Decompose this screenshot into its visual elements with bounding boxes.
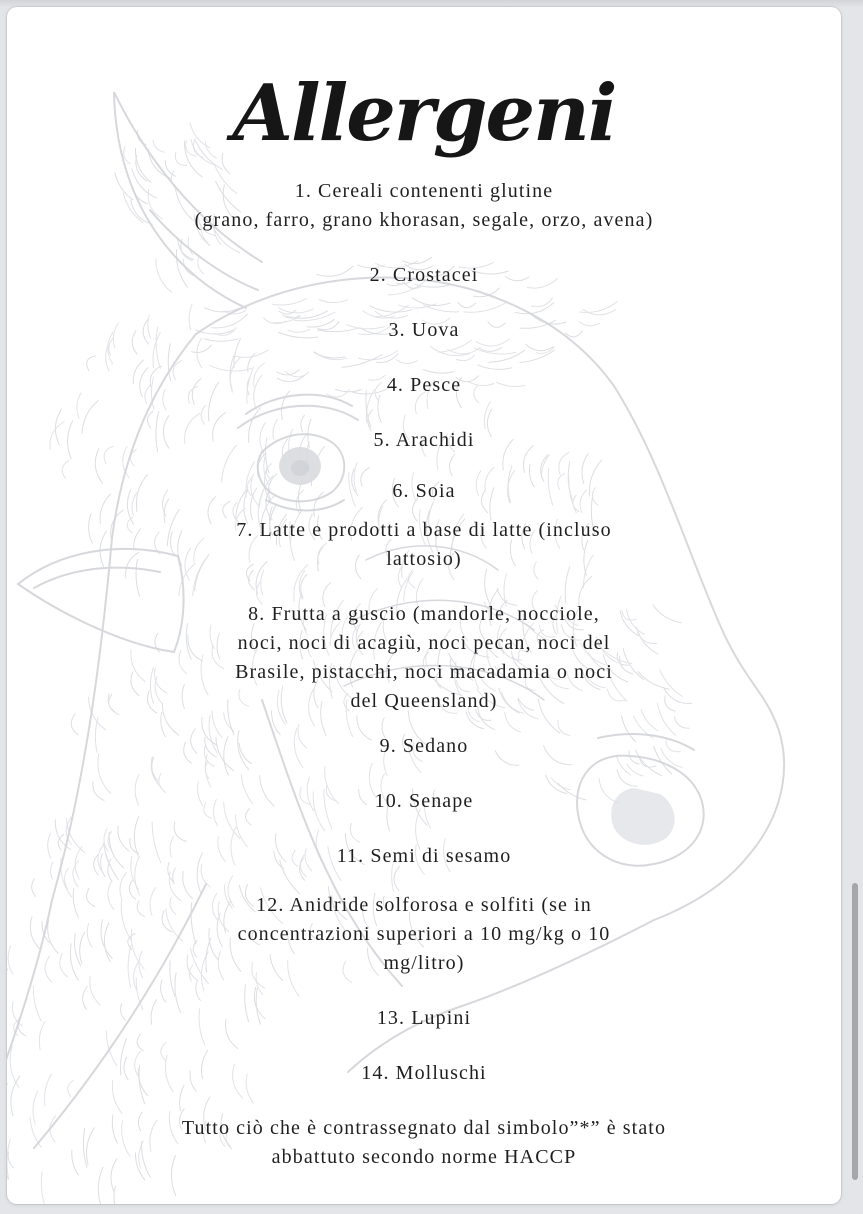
- allergen-item-4: [7, 371, 841, 400]
- allergen-line: (grano, farro, grano khorasan, segale, orzo, avena): [194, 209, 654, 231]
- allergen-line: del Queensland): [350, 690, 498, 712]
- allergen-line: 12. Anidride solforosa e solfiti (se in: [256, 894, 592, 916]
- haccp-note: [7, 1114, 841, 1172]
- allergen-item-12: [7, 891, 841, 978]
- allergen-item-8: [7, 600, 841, 716]
- allergen-line: noci, noci di acagiù, noci pecan, noci del: [237, 632, 611, 654]
- allergen-item-3: [7, 316, 841, 345]
- allergen-line: lattosio): [386, 548, 462, 570]
- allergen-item-10: [7, 787, 841, 816]
- allergen-line: 2. Crostacei: [369, 264, 479, 286]
- page-title: Allergeni: [232, 68, 616, 159]
- allergen-line: 9. Sedano: [379, 735, 469, 757]
- allergen-line: 8. Frutta a guscio (mandorle, nocciole,: [248, 603, 600, 625]
- allergen-item-14: [7, 1059, 841, 1088]
- allergen-line: 5. Arachidi: [373, 429, 475, 451]
- allergen-line: mg/litro): [383, 952, 465, 974]
- allergen-item-9: [7, 732, 841, 761]
- allergen-line: 7. Latte e prodotti a base di latte (incluso: [236, 519, 612, 541]
- allergen-line: Brasile, pistacchi, noci macadamia o noci: [235, 661, 613, 683]
- allergen-item-6: [7, 477, 841, 506]
- allergen-line: 14. Molluschi: [361, 1062, 487, 1084]
- allergen-item-1: [7, 177, 841, 235]
- allergen-line: 6. Soia: [392, 480, 456, 502]
- allergen-list: [7, 177, 841, 1088]
- allergen-item-13: [7, 1004, 841, 1033]
- allergen-item-11: [7, 842, 841, 871]
- allergen-item-7: [7, 516, 841, 574]
- allergen-line: 11. Semi di sesamo: [336, 845, 512, 867]
- allergen-line: 13. Lupini: [376, 1007, 472, 1029]
- allergen-line: 4. Pesce: [386, 374, 462, 396]
- allergen-line: 1. Cereali contenenti glutine: [294, 180, 554, 202]
- haccp-note-line: abbattuto secondo norme HACCP: [271, 1146, 577, 1168]
- allergen-line: 10. Senape: [374, 790, 474, 812]
- haccp-note-line: Tutto ciò che è contrassegnato dal simbolo”*” è stato: [181, 1117, 667, 1139]
- scrollbar-thumb[interactable]: [852, 883, 858, 1180]
- allergen-item-5: [7, 426, 841, 455]
- allergen-line: 3. Uova: [388, 319, 460, 341]
- allergen-line: concentrazioni superiori a 10 mg/kg o 10: [237, 923, 611, 945]
- allergen-item-2: [7, 261, 841, 290]
- menu-page: [7, 7, 841, 1204]
